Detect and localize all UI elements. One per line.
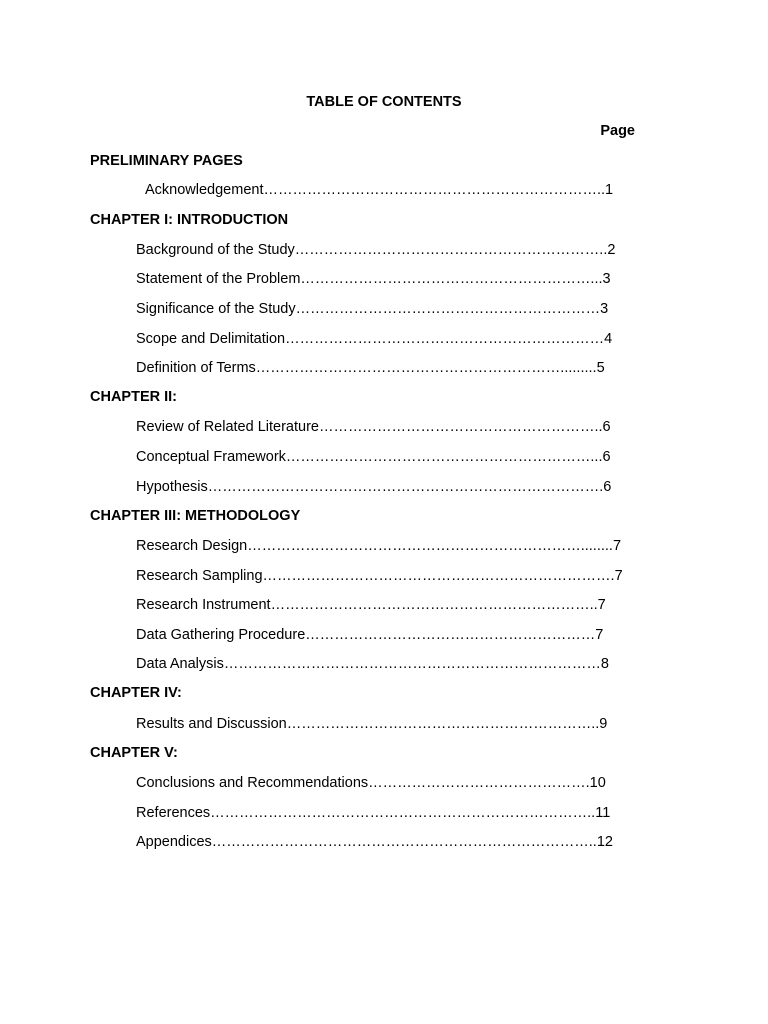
toc-entry-text: Data Analysis……………………………………………………………………8 [136, 656, 609, 672]
toc-entry [0, 832, 768, 852]
toc-entry [0, 358, 768, 378]
toc-entry-text: Background of the Study………………………………………………………..2 [136, 242, 616, 258]
section-heading: CHAPTER V: [90, 745, 178, 761]
toc-entry-text: Research Design……………………………………………………………........7 [136, 538, 622, 554]
toc-entry [0, 180, 768, 200]
toc-entry [0, 536, 768, 556]
page-column-label: Page [600, 123, 635, 139]
toc-entry [0, 803, 768, 823]
toc-entry-text: Significance of the Study………………………………………………………3 [136, 301, 609, 317]
toc-entry [0, 477, 768, 497]
toc-entry-text: Conceptual Framework………………………………………………………...6 [136, 449, 611, 465]
section-heading: CHAPTER II: [90, 389, 177, 405]
toc-entry-text: Definition of Terms……………………………………………………….........5 [136, 360, 605, 376]
toc-entry [0, 447, 768, 467]
toc-entry-text: Review of Related Literature…………………………………………………..6 [136, 419, 611, 435]
toc-entry [0, 595, 768, 615]
toc-entry [0, 240, 768, 260]
toc-entry-text: Appendices……………………………………………………………………..12 [136, 834, 613, 850]
toc-entry [0, 566, 768, 586]
toc-entry-text: Results and Discussion………………………………………………………..9 [136, 716, 608, 732]
section-heading: PRELIMINARY PAGES [90, 153, 243, 169]
toc-entry [0, 329, 768, 349]
toc-entry [0, 299, 768, 319]
toc-entry [0, 714, 768, 734]
toc-entry-text: References……………………………………………………………………..11 [136, 805, 611, 821]
toc-entry-text: Research Sampling……………………………………………………………….7 [136, 568, 623, 584]
toc-entry-text: Hypothesis……………………………………………………………………….6 [136, 479, 612, 495]
toc-entry [0, 417, 768, 437]
toc-entry [0, 625, 768, 645]
toc-entry-text: Conclusions and Recommendations……………………………………….10 [136, 775, 606, 791]
toc-entry-text: Acknowledgement……………………………………………………………..1 [145, 182, 614, 198]
toc-entry [0, 269, 768, 289]
toc-entry-text: Research Instrument…………………………………………………………..7 [136, 597, 606, 613]
toc-entry [0, 773, 768, 793]
toc-title: TABLE OF CONTENTS [306, 94, 462, 110]
toc-entry-text: Scope and Delimitation…………………………………………………………4 [136, 331, 613, 347]
section-heading: CHAPTER I: INTRODUCTION [90, 212, 289, 228]
toc-entry [0, 654, 768, 674]
section-heading: CHAPTER III: METHODOLOGY [90, 508, 301, 524]
toc-entry-text: Data Gathering Procedure……………………………………………………7 [136, 627, 604, 643]
toc-entry-text: Statement of the Problem……………………………………………………...3 [136, 271, 611, 287]
section-heading: CHAPTER IV: [90, 685, 182, 701]
